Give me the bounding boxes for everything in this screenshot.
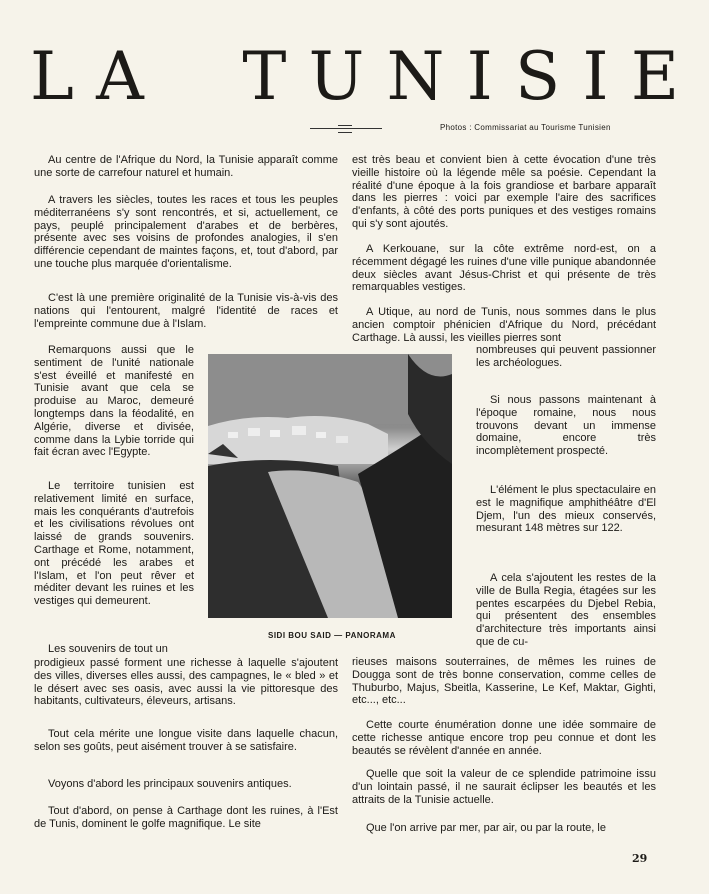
right-paragraph: Quelle que soit la valeur de ce splendide patrimoine issu d'un lointain passé, il ne saurait éclipser les beautés et les attraits de la Tunisie actuelle. xyxy=(352,768,656,806)
right-paragraph: A cela s'ajoutent les restes de la ville de Bulla Regia, étagées sur les pentes escarpées du Djebel Rebia, qui présentent des ensembles d'architecture très importants ainsi que de cu- xyxy=(476,572,656,648)
photo-credit: Photos : Commissariat au Tourisme Tunisien xyxy=(440,123,611,132)
sidi-bou-said-photo xyxy=(208,354,452,618)
left-paragraph: Les souvenirs de tout un xyxy=(48,643,168,655)
title-letter: T xyxy=(242,38,293,115)
title-letter: I xyxy=(466,38,499,115)
right-paragraph: A Utique, au nord de Tunis, nous sommes dans le plus ancien comptoir phénicien d'Afrique du Nord, précédant Carthage. Là aussi, les vieilles pierres sont xyxy=(352,306,656,344)
photo-caption: SIDI BOU SAID — PANORAMA xyxy=(268,631,396,640)
title-letter: L xyxy=(30,38,80,115)
title-letter: I xyxy=(582,38,615,115)
page-number: 29 xyxy=(632,852,648,865)
right-paragraph: Cette courte énumération donne une idée sommaire de cette richesse antique encore trop peu connue et dont les beautés se révèlent d'année en année. xyxy=(352,719,656,757)
title-letter: U xyxy=(308,38,371,115)
right-paragraph: nombreuses qui peuvent passionner les archéologues. xyxy=(476,344,656,369)
right-paragraph: Si nous passons maintenant à l'époque romaine, nous nous trouvons devant un immense domaine, encore très incomplètement prospecté. xyxy=(476,394,656,458)
page-title xyxy=(30,38,685,115)
title-letter: S xyxy=(514,38,567,115)
left-paragraph: Tout d'abord, on pense à Carthage dont les ruines, à l'Est de Tunis, dominent le golfe magnifique. Le site xyxy=(34,805,338,830)
left-paragraph: Remarquons aussi que le sentiment de l'unité nationale s'est éveillé et manifesté en Tunisie avant que cela se produise au Maroc, demeuré longtemps dans la féodalité, en Algérie, diverse et divisée, comme dans la Lybie torride qui fait écran avec l'Egypte. xyxy=(34,344,194,459)
right-paragraph: est très beau et convient bien à cette évocation d'une très vieille histoire où la légende mêle sa poésie. Cependant la réalité d'une époque à la fois grandiose et barbare apparaît dans les pierres : voici par exemple l'aire des sacrifices d'enfants, à côté des ports puniques et des vestiges romains qui s'y sont ajoutés. xyxy=(352,154,656,230)
photo-illustration xyxy=(208,354,452,618)
left-paragraph: Au centre de l'Afrique du Nord, la Tunisie apparaît comme une sorte de carrefour naturel et humain. xyxy=(34,154,338,179)
left-paragraph: Voyons d'abord les principaux souvenirs antiques. xyxy=(48,778,292,790)
left-paragraph: C'est là une première originalité de la Tunisie vis-à-vis des nations qui l'entourent, malgré l'identité de races et l'empreinte commune due à l'Islam. xyxy=(34,292,338,330)
left-paragraph: prodigieux passé forment une richesse à laquelle s'ajoutent des villes, diverses elles aussi, des campagnes, le « bled » et le désert avec ses oasis, avec aussi la vie pittoresque des habitants, cultivateurs, éleveurs, artisans. xyxy=(34,657,338,708)
right-paragraph: L'élément le plus spectaculaire en est le magnifique amphithéâtre d'El Djem, l'un des mieux conservés, mesurant 148 mètres sur 122. xyxy=(476,484,656,535)
title-letter: E xyxy=(630,38,685,115)
left-paragraph: Tout cela mérite une longue visite dans laquelle chacun, selon ses goûts, peut aisément trouver à se satisfaire. xyxy=(34,728,338,753)
left-paragraph: Le territoire tunisien est relativement limité en surface, mais les conquérants d'autrefois et les civilisations révolues ont laissé de grands souvenirs. Carthage et Rome, notamment, ont précédé les arabes et l'Islam, et l'on peut rêver et méditer devant les ruines et les vestiges qui demeurent. xyxy=(34,480,194,608)
left-paragraph: A travers les siècles, toutes les races et tous les peuples méditerranéens s'y sont rencontrés, et si, actuellement, ce pays, peuplé principalement d'arabes et de berbères, présente avec ses voisins de profondes analogies, il s'en différencie cependant de maintes façons, et, tout d'abord, par une touche plus marquée d'orientalisme. xyxy=(34,194,338,270)
title-rule-ornament xyxy=(338,125,352,133)
right-paragraph: Que l'on arrive par mer, par air, ou par la route, le xyxy=(366,822,606,834)
title-letter: N xyxy=(386,38,451,115)
right-paragraph: rieuses maisons souterraines, de mêmes les ruines de Dougga sont de très bonne conservation, comme celles de Thuburbo, Majus, Sbeitla, Kasserine, Le Kef, Maktar, Gighti, etc..., etc... xyxy=(352,656,656,707)
title-letter: A xyxy=(96,38,150,115)
right-paragraph: A Kerkouane, sur la côte extrême nord-est, on a récemment dégagé les ruines d'une ville punique abandonnée deux siècles avant Jésus-Christ et qui présente de très remarquables vestiges. xyxy=(352,243,656,294)
